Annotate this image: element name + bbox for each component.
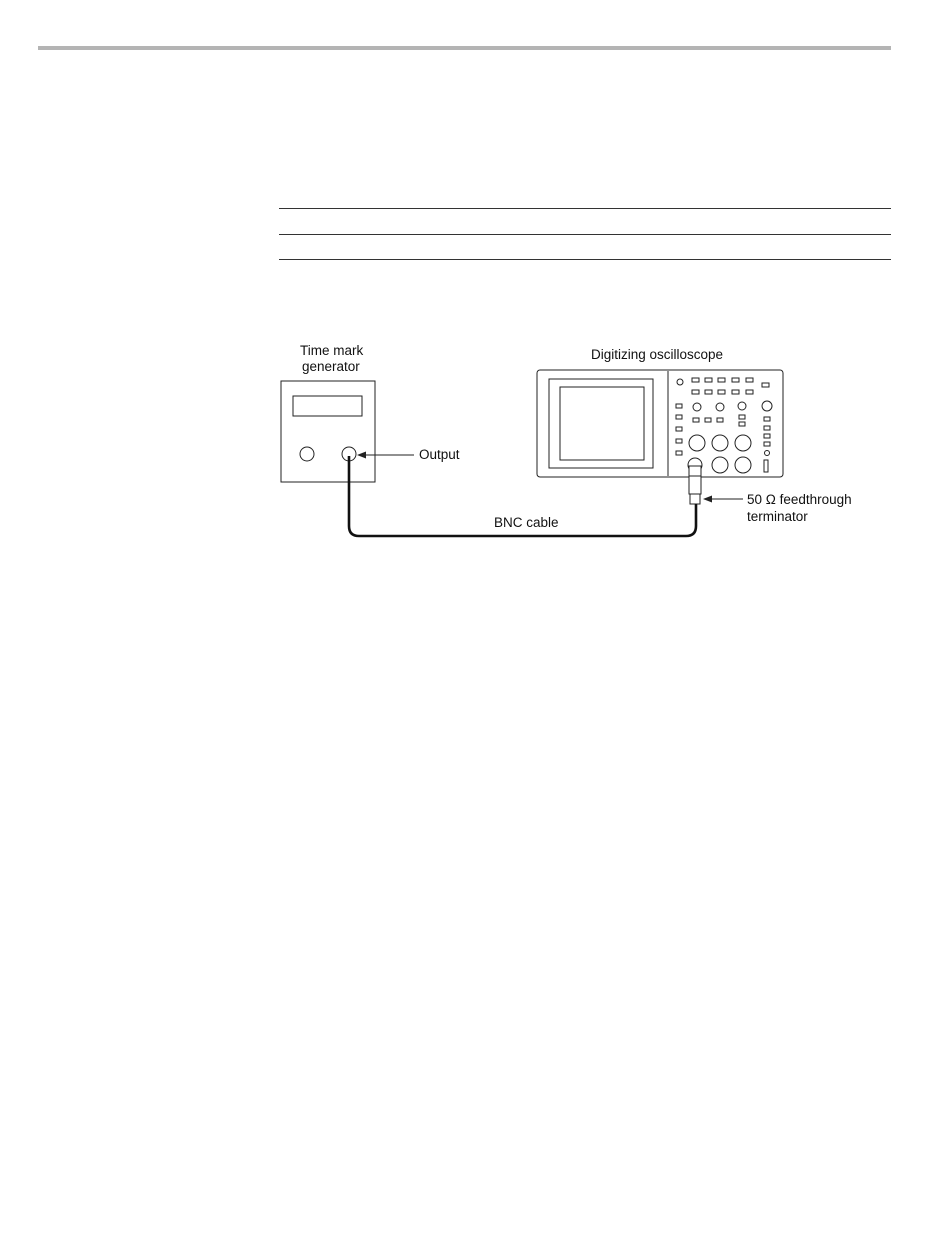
scope-case — [537, 370, 783, 477]
generator-title-line2: generator — [302, 359, 360, 374]
feedthrough-terminator — [689, 466, 701, 504]
terminator-arrow — [703, 496, 743, 503]
oscilloscope-title: Digitizing oscilloscope — [591, 347, 724, 362]
terminator-label-line2: terminator — [747, 509, 808, 524]
digitizing-oscilloscope — [537, 370, 783, 477]
output-arrow — [357, 452, 414, 459]
terminator-label-line1: 50 Ω feedthrough — [747, 492, 852, 507]
generator-display — [293, 396, 362, 416]
output-label: Output — [419, 447, 460, 462]
cable-label: BNC cable — [494, 515, 559, 530]
scope-screen — [560, 387, 644, 460]
generator-title-line1: Time mark — [300, 343, 364, 358]
time-mark-generator — [281, 381, 375, 482]
scope-bezel — [549, 379, 653, 468]
generator-knob — [300, 447, 314, 461]
